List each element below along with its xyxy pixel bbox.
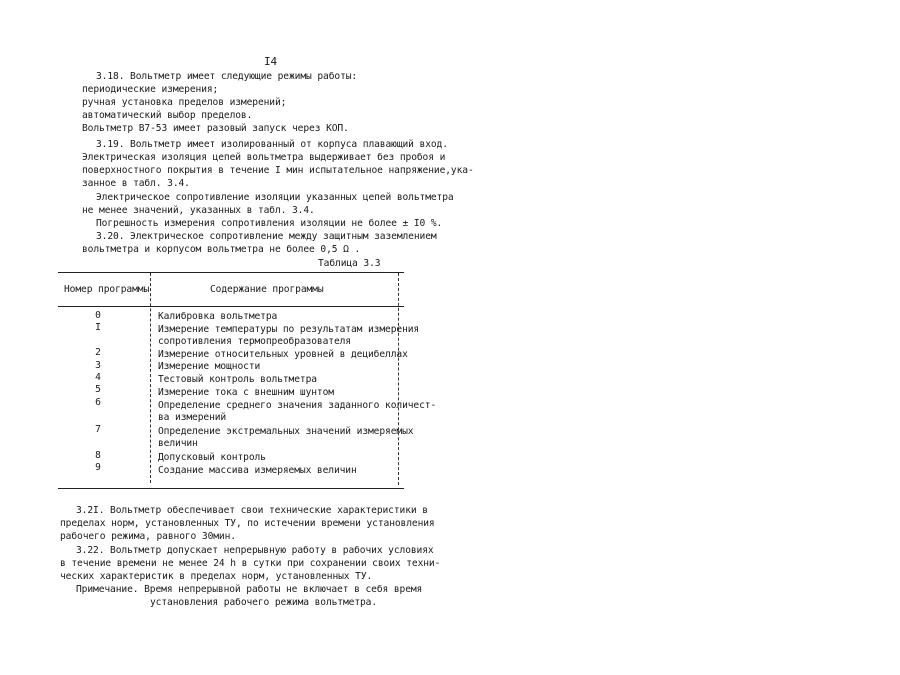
text-line: Электрическая изоляция цепей вольтметра выдерживает без пробоя и [82, 152, 446, 163]
table-row-text: Тестовый контроль вольтметра [158, 374, 317, 385]
text-line: вольтметра и корпусом вольтметра не более 0,5 Ω . [82, 244, 361, 255]
note-line: Примечание. Время непрерывной работы не включает в себя время [76, 584, 423, 595]
text-line: пределах норм, установленных ТУ, по истечении времени установления [60, 518, 435, 529]
text-line: Погрешность измерения сопротивления изоляции не более ± I0 %. [96, 218, 443, 229]
table-row-text: Определение среднего значения заданного количест- [158, 400, 437, 411]
table-row-number: 9 [95, 462, 101, 473]
table-row-number: 7 [95, 424, 101, 435]
table-header-rule [58, 306, 404, 307]
table-row-text: величин [158, 438, 198, 449]
table-row-number: 3 [95, 360, 101, 371]
table-row-text: Измерение тока с внешним шунтом [158, 387, 334, 398]
text-line: в течение времени не менее 24 h в сутки при сохранении своих техни- [60, 558, 441, 569]
table-header-number: Номер программы [64, 284, 150, 295]
table-caption: Таблица 3.3 [318, 258, 381, 269]
table-row-text: Определение экстремальных значений измеряемых [158, 426, 414, 437]
text-line: поверхностного покрытия в течение I мин испытательное напряжение,ука- [82, 165, 474, 176]
text-line: рабочего режима, равного 30мин. [60, 531, 236, 542]
table-header-content: Содержание программы [210, 284, 324, 295]
text-line: ческих характеристик в пределах норм, установленных ТУ. [60, 571, 373, 582]
text-line: 3.2I. Вольтметр обеспечивает свои технические характеристики в [76, 505, 428, 516]
table-right-edge [398, 273, 399, 485]
table-row-number: 5 [95, 384, 101, 395]
text-line: Вольтметр В7-53 имеет разовый запуск через КОП. [82, 123, 349, 134]
table-row-number: 6 [95, 397, 101, 408]
table-row-number: I [95, 322, 101, 333]
note-line: установления рабочего режима вольтметра. [150, 597, 378, 608]
table-row-text: Допусковый контроль [158, 452, 266, 463]
text-line: периодические измерения; [82, 84, 219, 95]
text-line: 3.18. Вольтметр имеет следующие режимы работы: [96, 71, 358, 82]
page-number: I4 [264, 55, 278, 68]
table-top-rule [58, 272, 404, 273]
text-line: автоматический выбор пределов. [82, 110, 253, 121]
table-row-text: Калибровка вольтметра [158, 311, 278, 322]
text-line: занное в табл. 3.4. [82, 178, 190, 189]
text-line: ручная установка пределов измерений; [82, 97, 287, 108]
table-row-text: Измерение относительных уровней в децибеллах [158, 349, 408, 360]
table-row-text: ва измерений [158, 412, 227, 423]
table-row-number: 4 [95, 372, 101, 383]
table-row-text: Создание массива измеряемых величин [158, 465, 357, 476]
text-line: 3.20. Электрическое сопротивление между защитным заземлением [96, 231, 437, 242]
table-row-number: 8 [95, 450, 101, 461]
table-row-text: Измерение температуры по результатам измерения [158, 324, 420, 335]
table-row-number: 0 [95, 310, 101, 321]
table-row-number: 2 [95, 347, 101, 358]
table-bottom-rule [58, 488, 404, 489]
text-line: не менее значений, указанных в табл. 3.4. [82, 205, 315, 216]
table-row-text: Измерение мощности [158, 361, 261, 372]
text-line: Электрическое сопротивление изоляции указанных цепей вольтметра [96, 192, 454, 203]
table-column-divider [150, 273, 151, 483]
table-row-text: сопротивления термопреобразователя [158, 336, 351, 347]
text-line: 3.22. Вольтметр допускает непрерывную работу в рабочих условиях [76, 545, 434, 556]
text-line: 3.19. Вольтметр имеет изолированный от корпуса плавающий вход. [96, 139, 448, 150]
